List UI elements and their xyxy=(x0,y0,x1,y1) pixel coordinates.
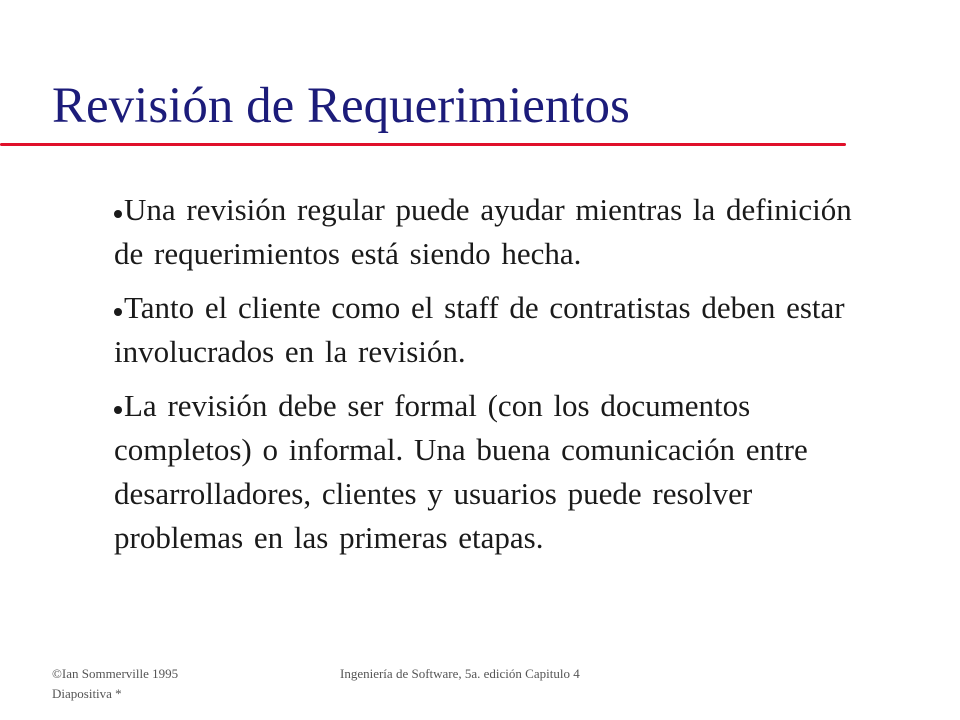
bullet-item xyxy=(114,384,874,560)
bullet-text: Una revisión regular puede ayudar mientras la definición de requerimientos está siendo hecha. xyxy=(114,192,852,271)
slide-title: Revisión de Requerimientos xyxy=(52,78,630,134)
bullet-dot-icon xyxy=(114,406,122,414)
bullet-dot-icon xyxy=(114,210,122,218)
footer-copyright: ©Ian Sommerville 1995 xyxy=(52,666,179,681)
bullet-list xyxy=(114,188,874,570)
bullet-item xyxy=(114,286,874,374)
footer-book: Ingeniería de Software, 5a. edición Capitulo 4 xyxy=(340,666,580,681)
title-underline xyxy=(0,143,846,146)
bullet-dot-icon xyxy=(114,308,122,316)
footer-slide-label: Diapositiva * xyxy=(52,686,122,701)
bullet-text: Tanto el cliente como el staff de contratistas deben estar involucrados en la revisión. xyxy=(114,290,845,369)
footer-left xyxy=(52,664,178,704)
bullet-text: La revisión debe ser formal (con los documentos completos) o informal. Una buena comunicación entre desarrolladores, clientes y usuarios puede resolver problemas en las primeras etapas. xyxy=(114,388,808,555)
bullet-item xyxy=(114,188,874,276)
